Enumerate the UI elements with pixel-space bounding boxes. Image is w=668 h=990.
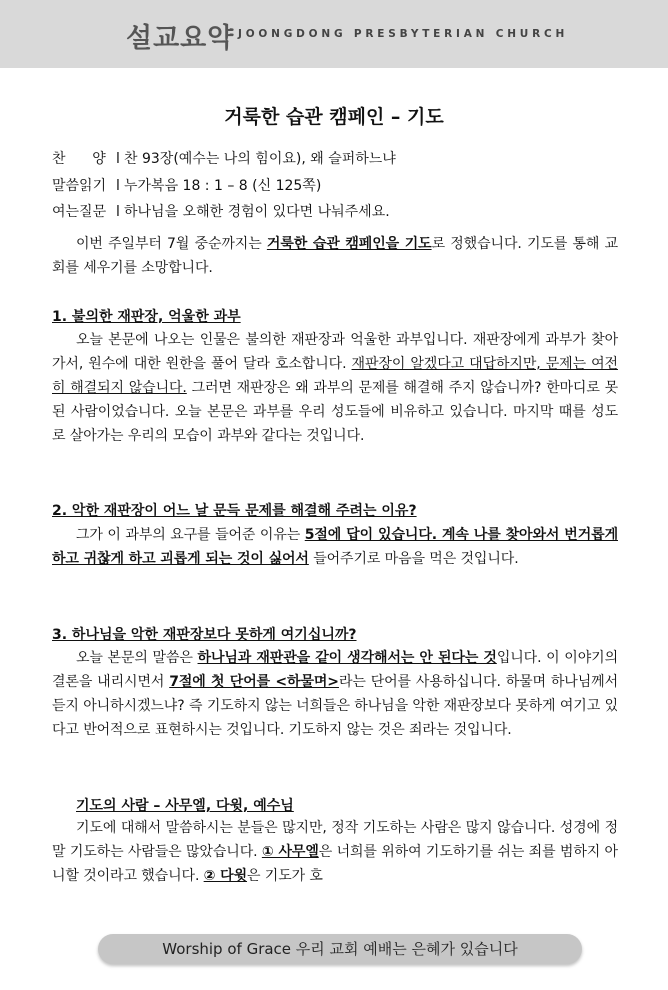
section-3-body bbox=[52, 646, 618, 742]
emphasis: 하나님과 재판관을 같이 생각해서는 안 된다는 것 bbox=[197, 650, 497, 666]
text: 은 기도가 호 bbox=[247, 868, 323, 884]
sermon-title: 거룩한 습관 캠페인 – 기도 bbox=[224, 106, 444, 128]
section-4-body bbox=[52, 816, 618, 888]
header-subtitle: JOONGDONG PRESBYTERIAN CHURCH bbox=[238, 28, 569, 40]
text: 라는 단어를 사용하십니다. 하물며 하나님께서 듣지 아니하시겠느냐? 즉 기도하지 않는 너희들은 하나님을 악한 재판장보다 못하게 여기고 있다고 반어적으로 표현하시는 것입니다. 기도하지 않는 것은 죄라는 것입니다. bbox=[52, 674, 619, 738]
info-separator: l bbox=[116, 151, 120, 167]
header-title: 설교요약 bbox=[126, 23, 235, 54]
info-row-question bbox=[52, 201, 390, 221]
section-1-heading: 1. 불의한 재판장, 억울한 과부 bbox=[52, 309, 241, 325]
emphasis: ② 다윗 bbox=[203, 868, 248, 884]
info-label: 찬 양 bbox=[52, 151, 106, 167]
info-value: 누가복음 18 : 1 – 8 (신 125쪽) bbox=[124, 178, 322, 194]
text: 그러면 재판장은 왜 과부의 문제를 해결해 주지 않습니까? 한마디로 못된 사람이었습니다. 오늘 본문은 과부를 우리 성도들에 비유하고 있습니다. 마지막 때를 성도로 살아가는 우리의 모습이 과부와 같다는 것입니다. bbox=[52, 380, 618, 444]
emphasis: 거룩한 습관 캠페인을 기도 bbox=[266, 236, 432, 252]
section-3-heading: 3. 하나님을 악한 재판장보다 못하게 여기십니까? bbox=[52, 627, 357, 643]
text: 입니다. 이 이야기의 결론을 내리시면서 bbox=[52, 650, 618, 690]
section-4-heading: 기도의 사람 – 사무엘, 다윗, 예수님 bbox=[76, 798, 294, 814]
header-band bbox=[0, 0, 668, 68]
section-2-heading: 2. 악한 재판장이 어느 날 문득 문제를 해결해 주려는 이유? bbox=[52, 503, 417, 519]
text: 이번 주일부터 7월 중순까지는 bbox=[76, 236, 267, 252]
section-2-body bbox=[52, 523, 618, 571]
info-separator: l bbox=[116, 204, 120, 220]
emphasis: 재판장이 알겠다고 대답하지만, 문제는 여전히 해결되지 않습니다. bbox=[52, 356, 618, 396]
info-label: 여는질문 bbox=[52, 204, 107, 220]
info-value: 하나님을 오해한 경험이 있다면 나눠주세요. bbox=[124, 204, 390, 220]
info-label: 말씀읽기 bbox=[52, 178, 107, 194]
text: 들어주기로 마음을 먹은 것입니다. bbox=[308, 551, 519, 567]
footer-banner: Worship of Grace 우리 교회 예배는 은혜가 있습니다 bbox=[98, 934, 582, 964]
text: 기도에 대해서 말씀하시는 분들은 많지만, 정작 기도하는 사람은 많지 않습니다. 성경에 정말 기도하는 사람들은 많았습니다. bbox=[52, 820, 618, 860]
emphasis: 7절에 첫 단어를 <하물며> bbox=[169, 674, 339, 690]
section-1-body bbox=[52, 328, 618, 448]
text: 은 너희를 위하여 기도하기를 쉬는 죄를 범하지 아니할 것이라고 했습니다. bbox=[52, 844, 618, 884]
emphasis: 5절에 답이 있습니다. 계속 나를 찾아와서 번거롭게 하고 귀찮게 하고 괴롭게 되는 것이 싫어서 bbox=[52, 527, 618, 567]
text: 그가 이 과부의 요구를 들어준 이유는 bbox=[76, 527, 305, 543]
intro-paragraph bbox=[52, 232, 618, 280]
info-value: 찬 93장(예수는 나의 힘이요), 왜 슬퍼하느냐 bbox=[124, 151, 396, 167]
text: 오늘 본문에 나오는 인물은 불의한 재판장과 억울한 과부입니다. 재판장에게 과부가 찾아가서, 원수에 대한 원한을 풀어 달라 호소합니다. bbox=[52, 332, 618, 372]
text: 로 정했습니다. 기도를 통해 교회를 세우기를 소망합니다. bbox=[52, 236, 619, 276]
info-separator: l bbox=[116, 178, 120, 194]
info-row-reading bbox=[52, 175, 321, 195]
emphasis: ① 사무엘 bbox=[261, 844, 319, 860]
info-row-hymn bbox=[52, 148, 396, 168]
text: 오늘 본문의 말씀은 bbox=[76, 650, 198, 666]
